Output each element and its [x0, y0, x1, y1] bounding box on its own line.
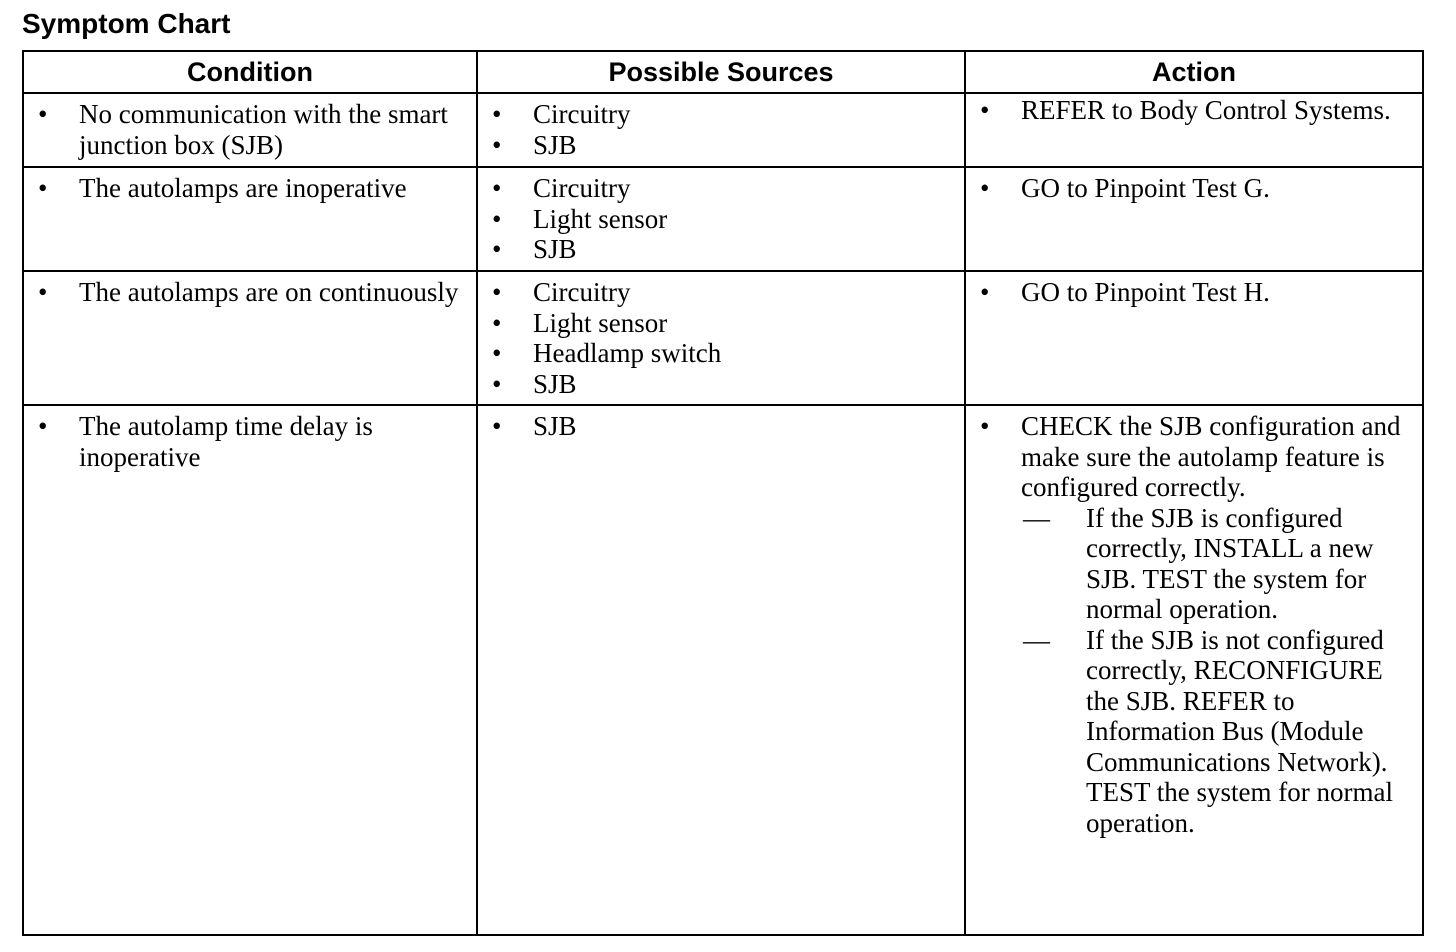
action-cell [965, 93, 1423, 167]
condition-item: • No communication with the smart junction box (SJB) [24, 99, 470, 160]
condition-item: • The autolamps are on continuously [24, 277, 470, 308]
source-item: • Circuitry [478, 173, 958, 204]
sources-cell [477, 93, 965, 167]
symptom-table [22, 50, 1424, 936]
page-title: Symptom Chart [22, 8, 231, 39]
table-header-row [23, 51, 1423, 93]
condition-cell [23, 405, 477, 935]
action-cell [965, 271, 1423, 405]
source-item: • SJB [478, 369, 958, 400]
column-header-possible-sources: Possible Sources [477, 51, 965, 93]
table-row [23, 167, 1423, 271]
action-sub-item: — If the SJB is configured correctly, INSTALL a new SJB. TEST the system for normal operation. [1021, 503, 1416, 625]
table-row [23, 93, 1423, 167]
column-header-action: Action [965, 51, 1423, 93]
condition-cell [23, 167, 477, 271]
condition-item: • The autolamp time delay is inoperative [24, 411, 470, 472]
sources-cell [477, 405, 965, 935]
source-item: • Circuitry [478, 99, 958, 130]
source-item: • Circuitry [478, 277, 958, 308]
action-sub-item: — If the SJB is not configured correctly, RECONFIGURE the SJB. REFER to Information Bus (Module Communications Network). TEST the system for normal operation. [1021, 625, 1416, 839]
source-item: • Light sensor [478, 204, 958, 235]
source-item: • SJB [478, 234, 958, 265]
condition-cell [23, 93, 477, 167]
condition-cell [23, 271, 477, 405]
sources-cell [477, 167, 965, 271]
action-cell [965, 405, 1423, 935]
source-item: • SJB [478, 130, 958, 161]
table-row [23, 271, 1423, 405]
action-item: • REFER to Body Control Systems. [966, 95, 1416, 126]
source-item: • Light sensor [478, 308, 958, 339]
column-header-condition: Condition [23, 51, 477, 93]
action-cell [965, 167, 1423, 271]
action-item [966, 411, 1416, 838]
action-sub-list [1021, 503, 1416, 839]
action-item: • GO to Pinpoint Test G. [966, 173, 1416, 204]
action-item: • GO to Pinpoint Test H. [966, 277, 1416, 308]
table-row [23, 405, 1423, 935]
condition-item: • The autolamps are inoperative [24, 173, 470, 204]
action-text: CHECK the SJB configuration and make sure the autolamp feature is configured correctly. [1021, 411, 1401, 502]
source-item: • SJB [478, 411, 958, 442]
source-item: • Headlamp switch [478, 338, 958, 369]
sources-cell [477, 271, 965, 405]
